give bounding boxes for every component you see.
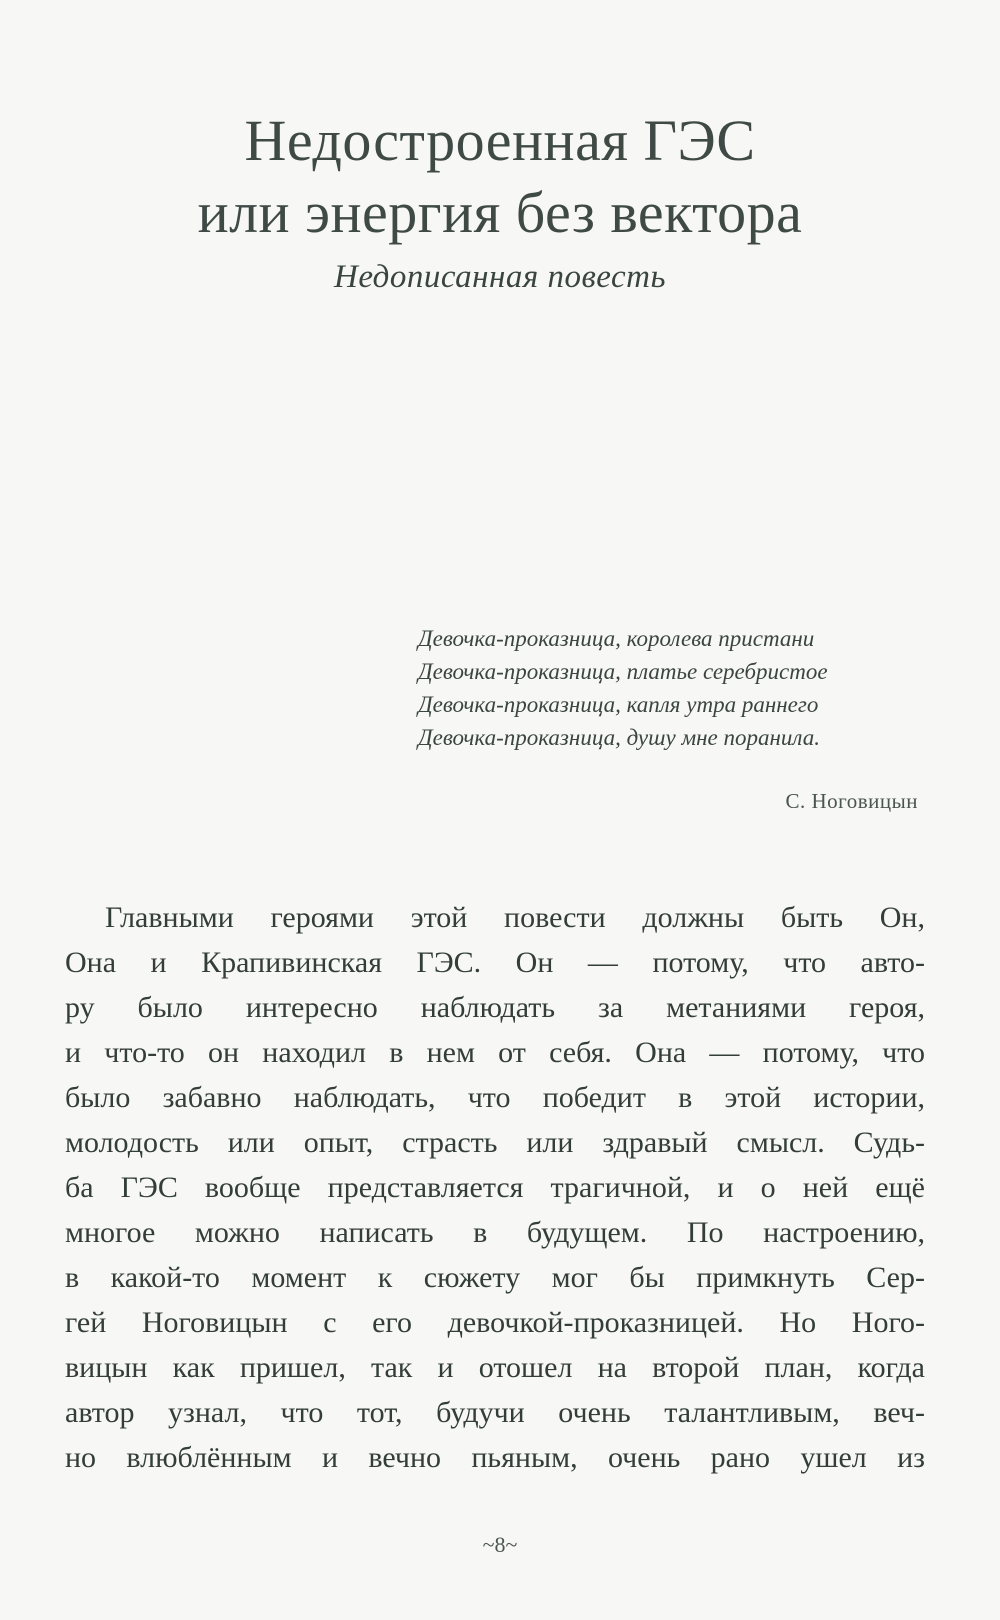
body-line: Главными героями этой повести должны быть Он, xyxy=(105,901,925,934)
epigraph xyxy=(418,622,918,754)
body-line: ба ГЭС вообще представляется трагичной, и о ней ещё xyxy=(65,1171,925,1204)
body-paragraph xyxy=(65,895,925,1480)
body-line: но влюблённым и вечно пьяным, очень рано ушел из xyxy=(65,1441,925,1474)
epigraph-line: Девочка-проказница, королева пристани xyxy=(418,626,815,651)
body-line: вицын как пришел, так и отошел на второй план, когда xyxy=(65,1351,925,1384)
body-line: ру было интересно наблюдать за метаниями героя, xyxy=(65,991,925,1024)
epigraph-line: Девочка-проказница, платье серебристое xyxy=(418,659,828,684)
body-line: многое можно написать в будущем. По настроению, xyxy=(65,1216,925,1249)
body-line: было забавно наблюдать, что победит в этой истории, xyxy=(65,1081,925,1114)
subtitle: Недописанная повесть xyxy=(333,259,666,295)
epigraph-line: Девочка-проказница, душу мне поранила. xyxy=(418,725,820,750)
epigraph-author: С. Ноговицын xyxy=(785,789,918,813)
title-line-1: Недостроенная ГЭС xyxy=(244,108,756,173)
page-number: ~8~ xyxy=(482,1532,518,1557)
body-line: в какой-то момент к сюжету мог бы примкнуть Сер- xyxy=(65,1261,925,1294)
body-line: и что-то он находил в нем от себя. Она — потому, что xyxy=(65,1036,925,1069)
body-line: гей Ноговицын с его девочкой-проказницей. Но Ного- xyxy=(65,1306,925,1339)
chapter-heading xyxy=(0,105,1000,299)
title-line-2: или энергия без вектора xyxy=(197,180,803,245)
body-line: молодость или опыт, страсть или здравый смысл. Судь- xyxy=(65,1126,925,1159)
body-line: автор узнал, что тот, будучи очень талантливым, веч- xyxy=(65,1396,925,1429)
epigraph-line: Девочка-проказница, капля утра раннего xyxy=(418,692,819,717)
body-line: Она и Крапивинская ГЭС. Он — потому, что авто- xyxy=(65,946,925,979)
